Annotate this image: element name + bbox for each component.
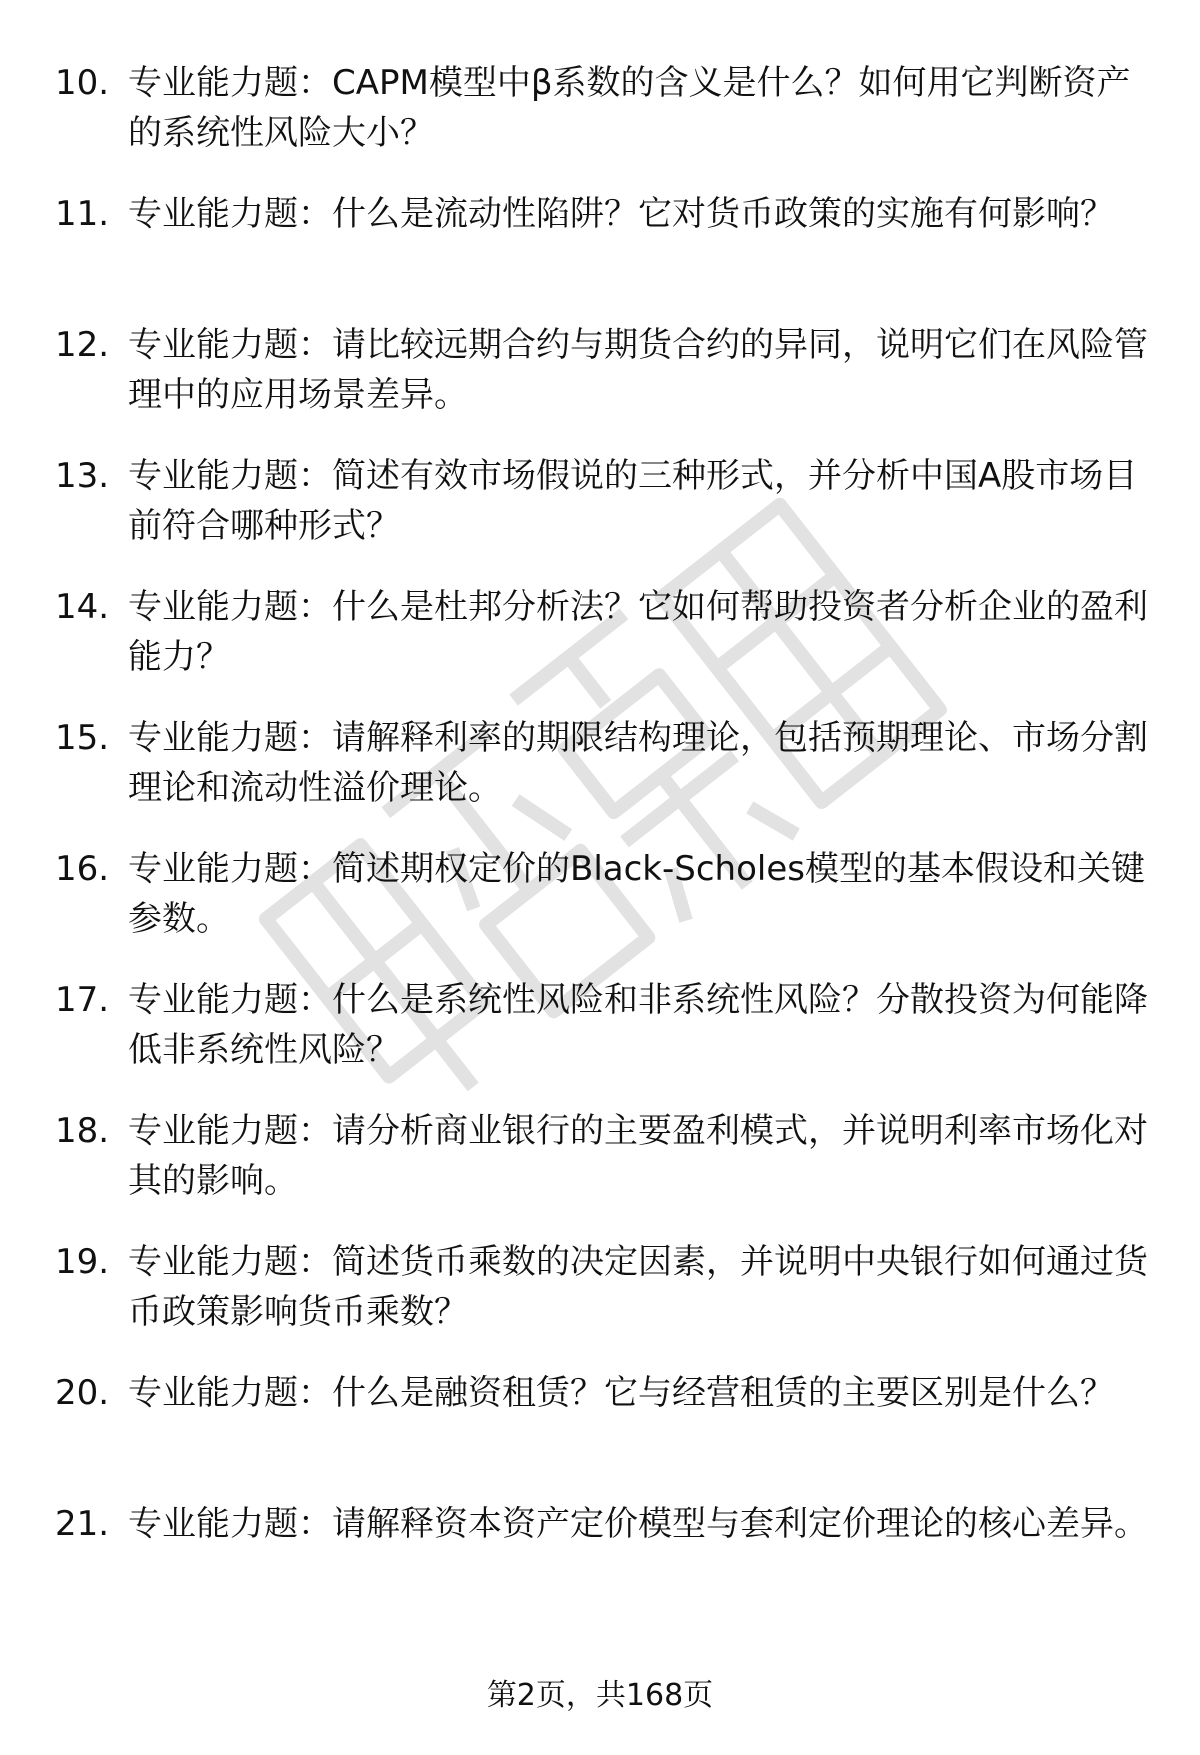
question-item xyxy=(0,451,1200,582)
page-footer xyxy=(0,1676,1200,1716)
question-number: 18. xyxy=(55,1111,110,1151)
question-text: 专业能力题：CAPM模型中β系数的含义是什么？如何用它判断资产的系统性风险大小？ xyxy=(128,63,1131,153)
question-item xyxy=(0,1368,1200,1499)
question-number: 21. xyxy=(55,1504,110,1544)
question-item xyxy=(0,189,1200,320)
question-item xyxy=(0,713,1200,844)
question-text: 专业能力题：什么是杜邦分析法？它如何帮助投资者分析企业的盈利能力？ xyxy=(128,587,1148,677)
question-number: 19. xyxy=(55,1242,110,1282)
question-text: 专业能力题：什么是融资租赁？它与经营租赁的主要区别是什么？ xyxy=(128,1373,1114,1413)
question-item xyxy=(0,1237,1200,1368)
question-item xyxy=(0,1106,1200,1237)
question-text: 专业能力题：简述有效市场假说的三种形式，并分析中国A股市场目前符合哪种形式？ xyxy=(128,456,1138,546)
question-number: 11. xyxy=(55,194,110,234)
question-text: 专业能力题：什么是流动性陷阱？它对货币政策的实施有何影响？ xyxy=(128,194,1114,234)
question-item xyxy=(0,320,1200,451)
question-number: 14. xyxy=(55,587,110,627)
question-item xyxy=(0,844,1200,975)
question-text: 专业能力题：简述期权定价的Black-Scholes模型的基本假设和关键参数。 xyxy=(128,849,1145,939)
question-number: 13. xyxy=(55,456,110,496)
question-text: 专业能力题：什么是系统性风险和非系统性风险？分散投资为何能降低非系统性风险？ xyxy=(128,980,1148,1070)
question-item xyxy=(0,1499,1200,1630)
question-number: 12. xyxy=(55,325,110,365)
question-text: 专业能力题：请比较远期合约与期货合约的异同，说明它们在风险管理中的应用场景差异。 xyxy=(128,325,1148,415)
question-number: 16. xyxy=(55,849,110,889)
question-list xyxy=(0,58,1200,1630)
page-number-label: 第2页，共168页 xyxy=(486,1678,714,1713)
question-item xyxy=(0,58,1200,189)
question-text: 专业能力题：简述货币乘数的决定因素，并说明中央银行如何通过货币政策影响货币乘数？ xyxy=(128,1242,1148,1332)
question-number: 10. xyxy=(55,63,110,103)
question-text: 专业能力题：请解释利率的期限结构理论，包括预期理论、市场分割理论和流动性溢价理论。 xyxy=(128,718,1148,808)
question-text: 专业能力题：请解释资本资产定价模型与套利定价理论的核心差异。 xyxy=(128,1504,1148,1544)
question-number: 20. xyxy=(55,1373,110,1413)
question-number: 15. xyxy=(55,718,110,758)
question-item xyxy=(0,975,1200,1106)
question-item xyxy=(0,582,1200,713)
question-number: 17. xyxy=(55,980,110,1020)
question-text: 专业能力题：请分析商业银行的主要盈利模式，并说明利率市场化对其的影响。 xyxy=(128,1111,1148,1201)
